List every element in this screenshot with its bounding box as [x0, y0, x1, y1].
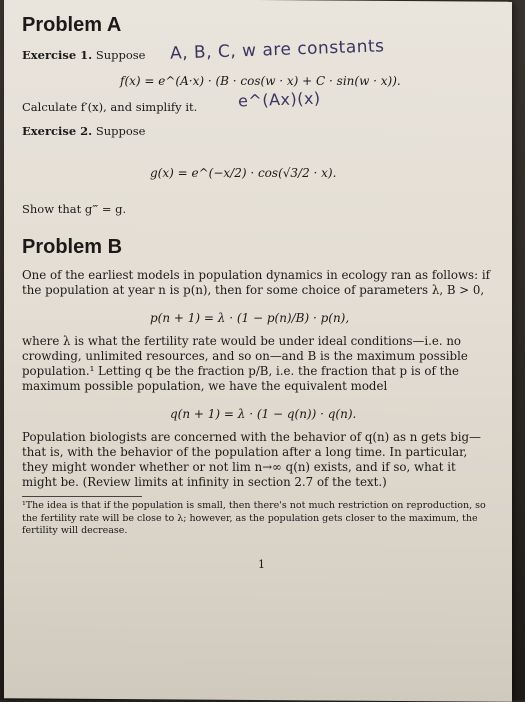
problem-b-paragraph-3: Population biologists are concerned with the behavior of q(n) as n gets big—that is, with the behavior of the population after a long time. In particular, they might wonder whether or not lim n→∞ q(n) exists, and if so, what it might be. (Review limits at infinity in section 2.7 of the text.): [22, 430, 481, 489]
problem-b-formula-2: q(n + 1) = λ · (1 − q(n)) · q(n).: [170, 407, 357, 421]
exercise-2-line: [22, 124, 145, 138]
problem-b-paragraph-2: where λ is what the fertility rate would be under ideal conditions—i.e. no crowding, unlimited resources, and so on—and B is the maximum possible population.¹ Letting q be the fraction p/B, i.e. the fraction that p is of the maximum possible population, we have the equivalent model: [22, 334, 468, 393]
exercise-1-label: Exercise 1.: [22, 48, 93, 62]
exercise-1-instruction: Calculate f′(x), and simplify it.: [22, 100, 198, 114]
page-number: 1: [258, 558, 265, 571]
problem-b-paragraph-1: One of the earliest models in population dynamics in ecology ran as follows: if the population at year n is p(n), then for some choice of parameters λ, B > 0,: [22, 268, 490, 297]
exercise-2-label: Exercise 2.: [22, 124, 93, 138]
handwritten-note-constants: A, B, C, w are constants: [169, 36, 385, 64]
problem-b-formula-1: p(n + 1) = λ · (1 − p(n)/B) · p(n),: [150, 311, 350, 325]
exercise-2-formula: g(x) = e^(−x/2) · cos(√3/2 · x).: [150, 166, 337, 180]
problem-b-title: Problem B: [22, 236, 123, 258]
exercise-1-intro: Suppose: [95, 48, 146, 62]
exercise-2-show: Show that g‴ = g.: [22, 202, 127, 216]
handwritten-note-exp: e^(Ax)(x): [237, 88, 321, 111]
exercise-1-line: [22, 48, 145, 62]
exercise-2-intro: Suppose: [95, 124, 146, 138]
problem-a-title: Problem A: [22, 14, 122, 36]
footnote-rule: [22, 496, 142, 497]
exercise-1-formula: f(x) = e^(A·x) · (B · cos(w · x) + C · sin(w · x)).: [120, 74, 401, 88]
footnote: ¹The idea is that if the population is small, then there's not much restriction on reproduction, so the fertility rate will be close to λ; however, as the population gets closer to the maximum, the fertility will decrease.: [22, 500, 486, 536]
